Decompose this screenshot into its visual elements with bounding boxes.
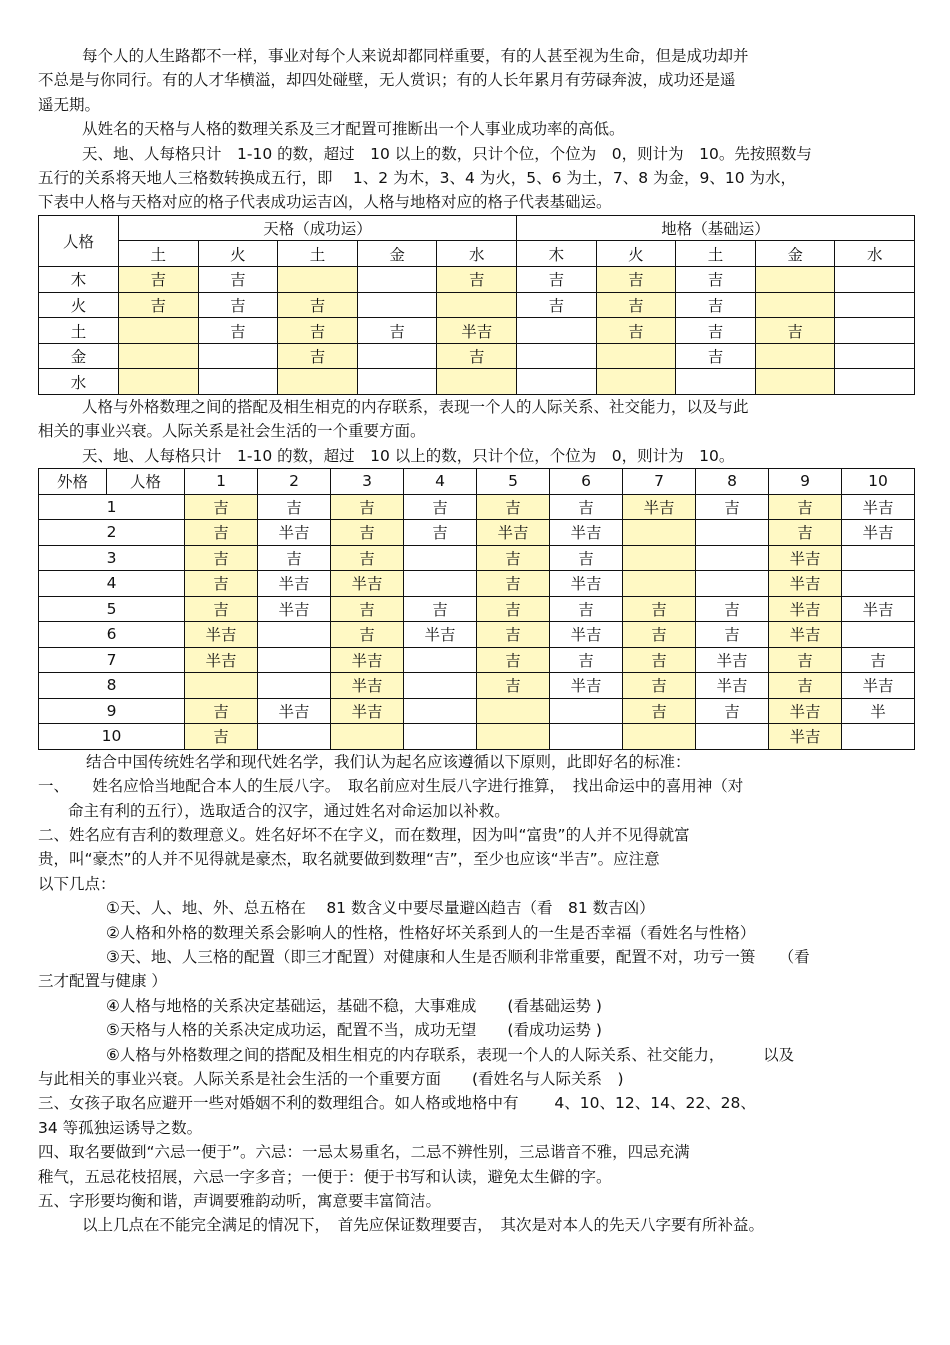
table1-cell: [517, 369, 597, 395]
table2-cell: 半吉: [550, 673, 623, 699]
note-3-line-1: ③天、地、人三格的配置（即三才配置）对健康和人生是否顺利非常重要，配置不对，功亏一篑 （看: [106, 947, 810, 966]
table2-row-label: 3: [39, 545, 185, 571]
table1-subheader-cell: 金: [755, 241, 835, 267]
principles-intro: 结合中国传统姓名学和现代姓名学，我们认为起名应该遵循以下原则，此即好名的标准：: [86, 752, 691, 771]
table2-cell: [623, 545, 696, 571]
table2-cell: 吉: [550, 647, 623, 673]
table2-cell: 吉: [477, 545, 550, 571]
table2-cell: 半吉: [185, 622, 258, 648]
table1-cell: [517, 318, 597, 344]
table2-cell: 吉: [769, 494, 842, 520]
principle-3-line-2: 34 等孤独运诱导之数。: [38, 1118, 203, 1137]
table1-cell: [437, 292, 517, 318]
table2-cell: 吉: [404, 596, 477, 622]
table2-cell: [404, 673, 477, 699]
table2-cell: 半吉: [404, 622, 477, 648]
intro-paragraph-2: 从姓名的天格与人格的数理关系及三才配置可推断出一个人事业成功率的高低。: [82, 120, 625, 139]
note-2: ②人格和外格的数理关系会影响人的性格，性格好坏关系到人的一生是否幸福（看姓名与性格）: [106, 923, 756, 942]
table2-cell: 吉: [185, 698, 258, 724]
waige-renge-table: [38, 468, 915, 750]
table1-cell: [755, 292, 835, 318]
table2-cell: 半吉: [550, 520, 623, 546]
table2-header-cell: 8: [696, 469, 769, 495]
table2-cell: 吉: [696, 622, 769, 648]
table1-cell: 吉: [676, 343, 756, 369]
table2-cell: 吉: [331, 520, 404, 546]
document-page: [38, 44, 912, 1238]
table1-cell: [755, 267, 835, 293]
table2-cell: [258, 673, 331, 699]
table2-cell: [331, 724, 404, 750]
principle-4-line-1: 四、取名要做到“六忌一便于”。六忌：一忌太易重名，二忌不辨性别，三忌谐音不雅，四忌充满: [38, 1143, 690, 1162]
table1-cell: 吉: [437, 267, 517, 293]
table2-header-cell: 2: [258, 469, 331, 495]
table1-cell: [676, 369, 756, 395]
table2-cell: [696, 545, 769, 571]
table2-row-label: 6: [39, 622, 185, 648]
table2-cell: 吉: [404, 520, 477, 546]
table1-row-label: 土: [39, 318, 119, 344]
mid-paragraph-1-line-1: 人格与外格数理之间的搭配及相生相克的内存联系，表现一个人的人际关系、社交能力，以及与此: [82, 398, 749, 416]
table1-cell: 半吉: [437, 318, 517, 344]
table2-cell: 半吉: [842, 494, 915, 520]
table1-cell: [437, 369, 517, 395]
table1-row: [39, 267, 915, 293]
table2-cell: 吉: [769, 673, 842, 699]
table2-cell: 吉: [477, 596, 550, 622]
table2-cell: 半: [842, 698, 915, 724]
intro-paragraph-1-line-2: 不总是与你同行。有的人才华横溢，却四处碰壁，无人赏识；有的人长年累月有劳碌奔波，成功还是遥: [38, 71, 736, 90]
note-4: ④人格与地格的关系决定基础运，基础不稳，大事难成 (看基础运势 ): [106, 996, 602, 1015]
table2-header-cell: 5: [477, 469, 550, 495]
table1-cell: [198, 369, 278, 395]
table1-subheader-cell: 火: [198, 241, 278, 267]
table2-corner-waige: 外格: [39, 469, 107, 495]
table2-cell: 吉: [331, 494, 404, 520]
principle-5: 五、字形要均衡和谐，声调要雅韵动听，寓意要丰富简洁。: [38, 1192, 442, 1211]
table1-subheader-cell: 水: [437, 241, 517, 267]
table1-cell: [596, 343, 676, 369]
table2-cell: 半吉: [769, 596, 842, 622]
table2-cell: 半吉: [842, 596, 915, 622]
table1-cell: 吉: [676, 267, 756, 293]
table2-cell: 吉: [185, 545, 258, 571]
table1-cell: 吉: [198, 267, 278, 293]
table2-cell: 吉: [185, 520, 258, 546]
principle-4-line-2: 稚气，五忌花枝招展，六忌一字多音；一便于：便于书写和认读，避免太生僻的字。: [38, 1167, 612, 1186]
table2-cell: 吉: [185, 571, 258, 597]
table1-cell: 吉: [676, 292, 756, 318]
table2-cell: 半吉: [623, 494, 696, 520]
table2-header-cell: 1: [185, 469, 258, 495]
table1-cell: [357, 267, 437, 293]
note-5: ⑤天格与人格的关系决定成功运，配置不当，成功无望 (看成功运势 ): [106, 1021, 602, 1040]
table2-cell: [258, 724, 331, 750]
table2-cell: 半吉: [331, 571, 404, 597]
table2-cell: 吉: [331, 596, 404, 622]
table1-cell: [517, 343, 597, 369]
table1-subheader-cell: 木: [517, 241, 597, 267]
table2-cell: [477, 698, 550, 724]
table1-cell: [596, 369, 676, 395]
table2-cell: 吉: [623, 622, 696, 648]
table1-cell: [278, 267, 358, 293]
table1-cell: [198, 343, 278, 369]
table2-row: [39, 596, 915, 622]
table2-cell: 半吉: [185, 647, 258, 673]
wuxing-fortune-table: [38, 215, 915, 395]
table2-cell: 半吉: [258, 596, 331, 622]
principle-2-line-1: 二、姓名应有吉利的数理意义。姓名好坏不在字义，而在数理，因为叫“富贵”的人并不见得就富: [38, 825, 690, 844]
table2-cell: 吉: [185, 724, 258, 750]
table2-header-cell: 9: [769, 469, 842, 495]
table2-header-cell: 7: [623, 469, 696, 495]
table2-cell: [842, 724, 915, 750]
table2-cell: [842, 571, 915, 597]
table2-cell: 半吉: [696, 673, 769, 699]
table2-cell: 吉: [550, 596, 623, 622]
table1-row-label: 金: [39, 343, 119, 369]
table2-cell: 吉: [331, 545, 404, 571]
table1-subheader-cell: 金: [357, 241, 437, 267]
table1-cell: [835, 292, 915, 318]
intro-paragraph-3-line-3: 下表中人格与天格对应的格子代表成功运吉凶，人格与地格对应的格子代表基础运。: [38, 193, 612, 212]
table2-header-row: [39, 469, 915, 495]
table1-cell: [357, 369, 437, 395]
table2-row: [39, 545, 915, 571]
table2-cell: 半吉: [331, 698, 404, 724]
table2-cell: 吉: [769, 520, 842, 546]
table2-cell: 吉: [696, 698, 769, 724]
table1-cell: [119, 369, 199, 395]
table2-cell: [696, 571, 769, 597]
table1-cell: 吉: [278, 343, 358, 369]
table2-header-cell: 6: [550, 469, 623, 495]
table2-cell: 吉: [623, 647, 696, 673]
table1-cell: [357, 343, 437, 369]
table1-row-label: 水: [39, 369, 119, 395]
table1-cell: 吉: [517, 267, 597, 293]
table2-row: [39, 622, 915, 648]
table1-cell: 吉: [278, 292, 358, 318]
note-3-line-2: 三才配置与健康 ）: [38, 972, 167, 991]
table2-cell: 吉: [258, 494, 331, 520]
mid-paragraph-2: 天、地、人每格只计 1-10 的数，超过 10 以上的数，只计个位，个位为 0，则计为 10。: [82, 446, 735, 465]
table2-cell: 吉: [185, 494, 258, 520]
table2-row: [39, 571, 915, 597]
table1-cell: [835, 318, 915, 344]
intro-paragraph-1-line-3: 遥无期。: [38, 95, 101, 114]
table1-cell: 吉: [198, 292, 278, 318]
table2-cell: 半吉: [696, 647, 769, 673]
table1-row: [39, 292, 915, 318]
table2-cell: 吉: [550, 545, 623, 571]
table2-cell: [185, 673, 258, 699]
table2-cell: 半吉: [769, 545, 842, 571]
table1-cell: [119, 343, 199, 369]
table2-cell: [696, 724, 769, 750]
table2-cell: 吉: [623, 673, 696, 699]
table2-cell: 吉: [623, 698, 696, 724]
table1-cell: [835, 369, 915, 395]
table2-cell: [842, 545, 915, 571]
table1-cell: [357, 292, 437, 318]
table1-subheader-cell: 火: [596, 241, 676, 267]
table2-cell: 吉: [477, 571, 550, 597]
table2-cell: [696, 520, 769, 546]
table2-header-cell: 4: [404, 469, 477, 495]
table2-cell: [404, 647, 477, 673]
table2-cell: 吉: [477, 494, 550, 520]
table2-cell: [404, 571, 477, 597]
table2-cell: 吉: [404, 494, 477, 520]
table2-cell: 半吉: [331, 673, 404, 699]
table2-cell: 吉: [696, 494, 769, 520]
table2-cell: 吉: [185, 596, 258, 622]
table2-cell: 吉: [477, 622, 550, 648]
table2-row: [39, 698, 915, 724]
table2-cell: 半吉: [769, 622, 842, 648]
table2-header-cell: 10: [842, 469, 915, 495]
table1-row: [39, 369, 915, 395]
table1-cell: 吉: [755, 318, 835, 344]
table1-subheader-cell: 土: [676, 241, 756, 267]
principle-1-line-1: 一、 姓名应恰当地配合本人的生辰八字。 取名前应对生辰八字进行推算， 找出命运中的喜用神（对: [38, 777, 744, 796]
table2-cell: [258, 647, 331, 673]
table2-cell: 半吉: [769, 571, 842, 597]
table2-cell: 半吉: [769, 698, 842, 724]
table2-cell: 半吉: [258, 698, 331, 724]
intro-paragraph-3-line-2: 五行的关系将天地人三格数转换成五行，即 1、2 为木，3、4 为火，5、6 为土，7、8 为金，9、10 为水，: [38, 169, 797, 188]
table2-row: [39, 647, 915, 673]
table1-row: [39, 318, 915, 344]
principle-2-line-3: 以下几点：: [38, 874, 116, 893]
table2-row: [39, 673, 915, 699]
table2-cell: 半吉: [842, 673, 915, 699]
table1-cell: [755, 343, 835, 369]
table2-cell: 半吉: [550, 622, 623, 648]
note-6-line-1: ⑥人格与外格数理之间的搭配及相生相克的内存联系，表现一个人的人际关系、社交能力， 以及: [106, 1045, 795, 1064]
table2-cell: 半吉: [769, 724, 842, 750]
table2-cell: 半吉: [842, 520, 915, 546]
table2-row: [39, 724, 915, 750]
table1-row-label: 火: [39, 292, 119, 318]
table2-cell: 吉: [623, 596, 696, 622]
table2-cell: 吉: [769, 647, 842, 673]
table1-cell: 吉: [437, 343, 517, 369]
table2-row-label: 10: [39, 724, 185, 750]
table2-row-label: 2: [39, 520, 185, 546]
table2-cell: [404, 698, 477, 724]
table2-row-label: 5: [39, 596, 185, 622]
principle-3-line-1: 三、女孩子取名应避开一些对婚姻不利的数理组合。如人格或地格中有 4、10、12、14、22、28、: [38, 1094, 756, 1113]
table2-cell: 吉: [696, 596, 769, 622]
table1-cell: 吉: [119, 292, 199, 318]
table2-header-cell: 3: [331, 469, 404, 495]
table2-cell: 半吉: [477, 520, 550, 546]
table1-cell: [755, 369, 835, 395]
table1-cell: [278, 369, 358, 395]
table1-subheader-cell: 土: [278, 241, 358, 267]
table2-cell: 半吉: [331, 647, 404, 673]
table2-cell: [258, 622, 331, 648]
table1-group-tiange: 天格（成功运）: [119, 215, 517, 241]
table1-row: [39, 343, 915, 369]
table1-cell: 吉: [596, 267, 676, 293]
table2-row-label: 4: [39, 571, 185, 597]
table2-cell: 半吉: [258, 520, 331, 546]
table2-cell: 吉: [550, 494, 623, 520]
table2-cell: [623, 724, 696, 750]
table1-header-row: [39, 215, 915, 241]
table1-cell: 吉: [596, 292, 676, 318]
table1-cell: 吉: [676, 318, 756, 344]
table1-subheader-row: [39, 241, 915, 267]
table2-row: [39, 520, 915, 546]
table2-cell: 吉: [258, 545, 331, 571]
table2-cell: 吉: [842, 647, 915, 673]
principle-2-line-2: 贵，叫“豪杰”的人并不见得就是豪杰，取名就要做到数理“吉”，至少也应该“半吉”。应注意: [38, 850, 660, 869]
table1-subheader-cell: 土: [119, 241, 199, 267]
table1-corner-renge: 人格: [39, 215, 119, 266]
table2-cell: [623, 571, 696, 597]
intro-paragraph-3-line-1: 天、地、人每格只计 1-10 的数，超过 10 以上的数，只计个位，个位为 0，则计为 10。先按照数与: [82, 144, 812, 163]
table1-cell: [835, 267, 915, 293]
table2-cell: [842, 622, 915, 648]
table1-cell: 吉: [596, 318, 676, 344]
table2-cell: 吉: [331, 622, 404, 648]
table1-cell: 吉: [198, 318, 278, 344]
table2-cell: [404, 724, 477, 750]
table1-cell: [119, 318, 199, 344]
intro-paragraph-1-line-1: 每个人的人生路都不一样，事业对每个人来说却都同样重要，有的人甚至视为生命，但是成功却并: [82, 47, 749, 65]
table2-cell: [623, 520, 696, 546]
table2-cell: [550, 724, 623, 750]
table2-row: [39, 494, 915, 520]
table2-cell: 吉: [477, 673, 550, 699]
mid-paragraph-1-line-2: 相关的事业兴衰。人际关系是社会生活的一个重要方面。: [38, 422, 426, 441]
table2-corner-renge: 人格: [107, 469, 185, 495]
table1-cell: 吉: [119, 267, 199, 293]
table1-cell: [835, 343, 915, 369]
table2-row-label: 9: [39, 698, 185, 724]
table2-cell: [404, 545, 477, 571]
table1-group-dige: 地格（基础运）: [517, 215, 915, 241]
table1-cell: 吉: [517, 292, 597, 318]
note-6-line-2: 与此相关的事业兴衰。人际关系是社会生活的一个重要方面 (看姓名与人际关系 ): [38, 1070, 624, 1088]
table1-cell: 吉: [278, 318, 358, 344]
table1-row-label: 木: [39, 267, 119, 293]
table2-row-label: 8: [39, 673, 185, 699]
table1-subheader-cell: 水: [835, 241, 915, 267]
table1-cell: 吉: [357, 318, 437, 344]
table2-cell: 半吉: [258, 571, 331, 597]
table2-cell: 吉: [477, 647, 550, 673]
table2-row-label: 1: [39, 494, 185, 520]
table2-cell: 半吉: [550, 571, 623, 597]
table2-cell: [477, 724, 550, 750]
closing-paragraph: 以上几点在不能完全满足的情况下， 首先应保证数理要吉， 其次是对本人的先天八字要有所补益。: [82, 1216, 765, 1235]
note-1: ①天、人、地、外、总五格在 81 数含义中要尽量避凶趋吉（看 81 数吉凶）: [106, 899, 655, 918]
principle-1-line-2: 命主有利的五行），选取适合的汉字，通过姓名对命运加以补救。: [68, 801, 510, 820]
table2-row-label: 7: [39, 647, 185, 673]
table2-cell: [550, 698, 623, 724]
